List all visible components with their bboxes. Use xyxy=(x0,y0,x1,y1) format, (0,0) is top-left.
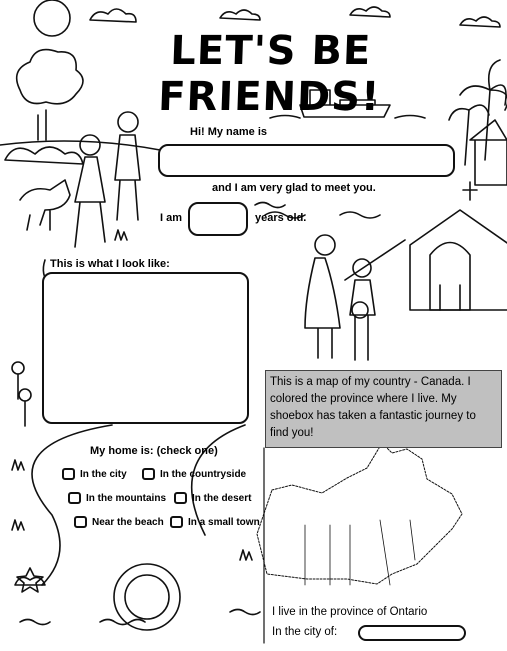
city-field[interactable] xyxy=(358,625,466,641)
name-field[interactable] xyxy=(158,144,455,177)
shell-icon xyxy=(15,577,45,585)
hut-icon xyxy=(470,120,507,185)
checkbox[interactable] xyxy=(62,468,75,480)
cloud-icon xyxy=(350,7,390,17)
cloud-icon xyxy=(220,10,260,20)
cloud-icon xyxy=(90,9,136,22)
samaritans-purse-logo xyxy=(114,564,180,630)
home-option-mountains[interactable] xyxy=(68,492,166,504)
province-line: I live in the province of Ontario xyxy=(272,606,428,618)
option-label: In the city xyxy=(80,468,127,480)
home-label: My home is: (check one) xyxy=(90,445,218,457)
option-label: In the mountains xyxy=(86,492,166,504)
bush-icon xyxy=(5,147,83,164)
option-label: In the desert xyxy=(192,492,252,504)
dog-icon xyxy=(20,180,70,230)
option-label: Near the beach xyxy=(92,516,164,528)
home-option-beach[interactable] xyxy=(74,516,164,528)
child-figure-icon xyxy=(315,235,335,255)
age-suffix-label: years old. xyxy=(255,212,307,224)
church-icon xyxy=(410,210,507,310)
option-label: In a small town xyxy=(188,516,260,528)
flower-icon xyxy=(12,362,24,374)
checkbox[interactable] xyxy=(170,516,183,528)
age-field[interactable] xyxy=(188,202,248,236)
home-option-city[interactable] xyxy=(62,468,127,480)
page-title: LET'S BE FRIENDS! xyxy=(157,28,382,120)
age-prefix-label: I am xyxy=(160,212,183,224)
checkbox[interactable] xyxy=(142,468,155,480)
home-option-countryside[interactable] xyxy=(142,468,246,480)
home-option-small-town[interactable] xyxy=(170,516,260,528)
checkbox[interactable] xyxy=(174,492,187,504)
city-label: In the city of: xyxy=(272,626,338,638)
checkbox[interactable] xyxy=(74,516,87,528)
cloud-icon xyxy=(460,17,500,27)
home-option-desert[interactable] xyxy=(174,492,251,504)
map-note: This is a map of my country - Canada. I colored the province where I live. My shoebox has taken a fantastic journey to find you! xyxy=(265,370,502,448)
flower-icon xyxy=(19,389,31,401)
option-label: In the countryside xyxy=(160,468,247,480)
meet-label: and I am very glad to meet you. xyxy=(212,182,376,194)
checkbox[interactable] xyxy=(68,492,81,504)
name-label: Hi! My name is xyxy=(190,126,268,138)
look-label: This is what I look like: xyxy=(50,258,170,270)
canada-map xyxy=(257,443,462,584)
child-figure-icon xyxy=(80,135,100,155)
drawing-box[interactable] xyxy=(42,272,249,424)
